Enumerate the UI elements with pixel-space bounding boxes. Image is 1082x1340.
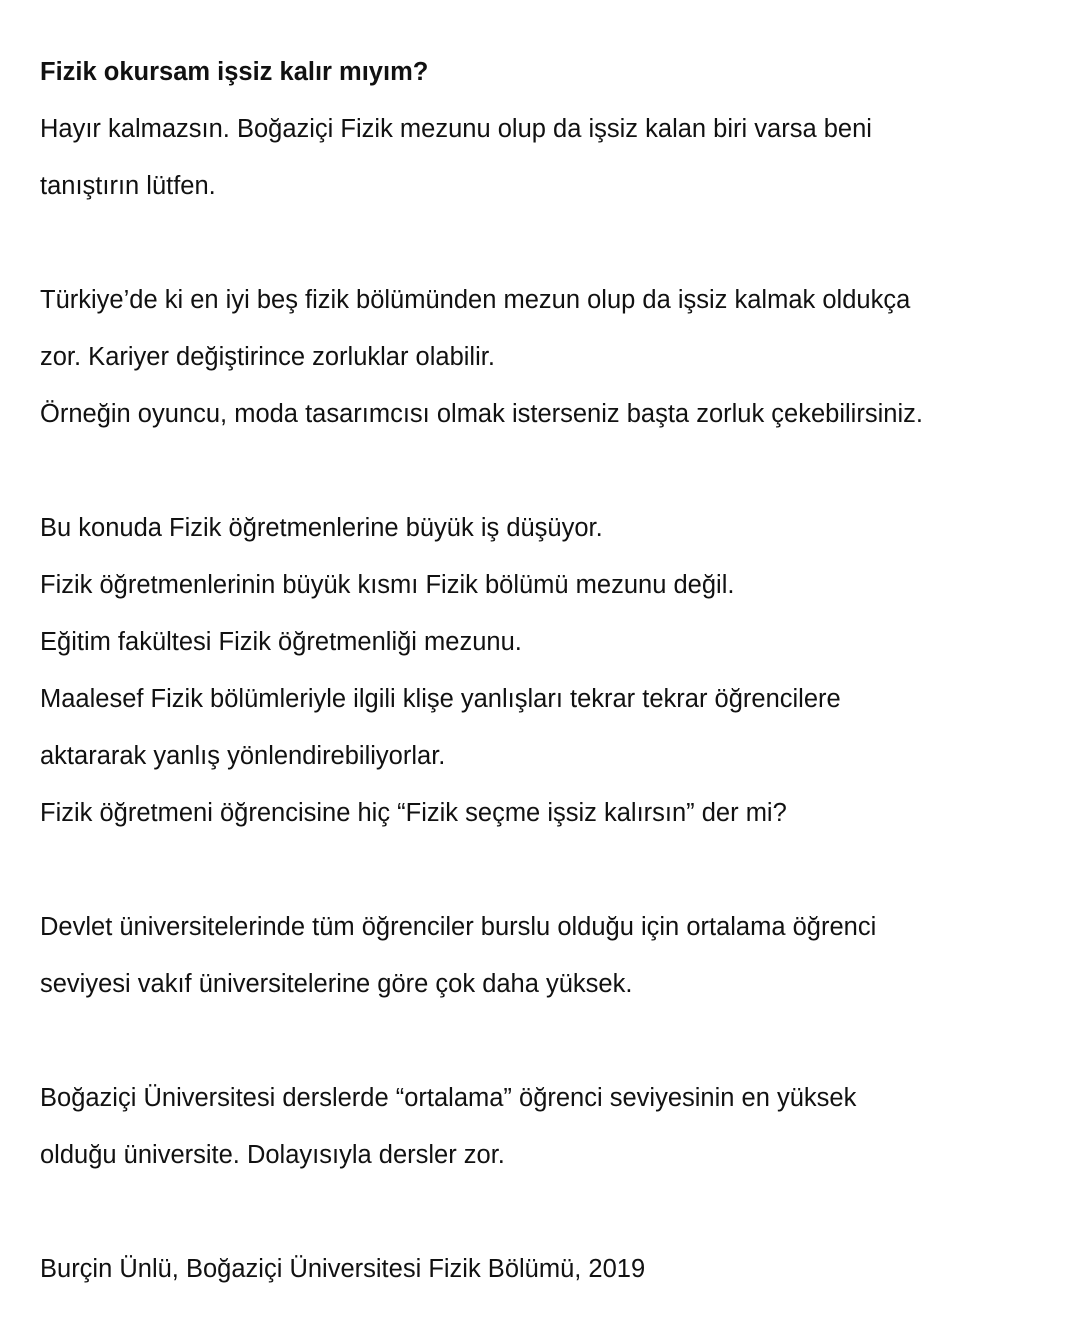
- document: [40, 44, 1050, 1298]
- paragraph-gap: [40, 1013, 1050, 1070]
- signature: [40, 1241, 1050, 1298]
- bogazici-paragraph: [40, 1070, 1050, 1184]
- document-title: Fizik okursam işsiz kalır mıyım?: [40, 58, 429, 86]
- text-line: Eğitim fakültesi Fizik öğretmenliği mezunu.: [40, 628, 522, 656]
- signature-text: Burçin Ünlü, Boğaziçi Üniversitesi Fizik Bölümü, 2019: [40, 1255, 646, 1283]
- state-universities-paragraph: [40, 899, 1050, 1013]
- text-line: Maalesef Fizik bölümleriyle ilgili klişe yanlışları tekrar tekrar öğrencilere: [40, 685, 841, 713]
- text-line: tanıştırın lütfen.: [40, 172, 216, 200]
- paragraph-gap: [40, 1184, 1050, 1241]
- text-line: Fizik öğretmenlerinin büyük kısmı Fizik bölümü mezunu değil.: [40, 571, 735, 599]
- teachers-paragraph: [40, 500, 1050, 842]
- text-line: Fizik öğretmeni öğrencisine hiç “Fizik seçme işsiz kalırsın” der mi?: [40, 799, 787, 827]
- text-line: aktararak yanlış yönlendirebiliyorlar.: [40, 742, 446, 770]
- text-line: Bu konuda Fizik öğretmenlerine büyük iş düşüyor.: [40, 514, 603, 542]
- text-line: Devlet üniversitelerinde tüm öğrenciler burslu olduğu için ortalama öğrenci: [40, 913, 877, 941]
- paragraph-gap: [40, 842, 1050, 899]
- answer-paragraph: [40, 101, 1050, 215]
- text-line: Boğaziçi Üniversitesi derslerde “ortalama” öğrenci seviyesinin en yüksek: [40, 1084, 857, 1112]
- text-line: seviyesi vakıf üniversitelerine göre çok daha yüksek.: [40, 970, 633, 998]
- career-paragraph: [40, 272, 1050, 443]
- text-line: zor. Kariyer değiştirince zorluklar olabilir.: [40, 343, 495, 371]
- text-line: Türkiye’de ki en iyi beş fizik bölümünden mezun olup da işsiz kalmak oldukça: [40, 286, 911, 314]
- paragraph-gap: [40, 443, 1050, 500]
- text-line: Örneğin oyuncu, moda tasarımcısı olmak isterseniz başta zorluk çekebilirsiniz.: [40, 400, 923, 428]
- text-line: olduğu üniversite. Dolayısıyla dersler zor.: [40, 1141, 505, 1169]
- text-line: Hayır kalmazsın. Boğaziçi Fizik mezunu olup da işsiz kalan biri varsa beni: [40, 115, 872, 143]
- paragraph-gap: [40, 215, 1050, 272]
